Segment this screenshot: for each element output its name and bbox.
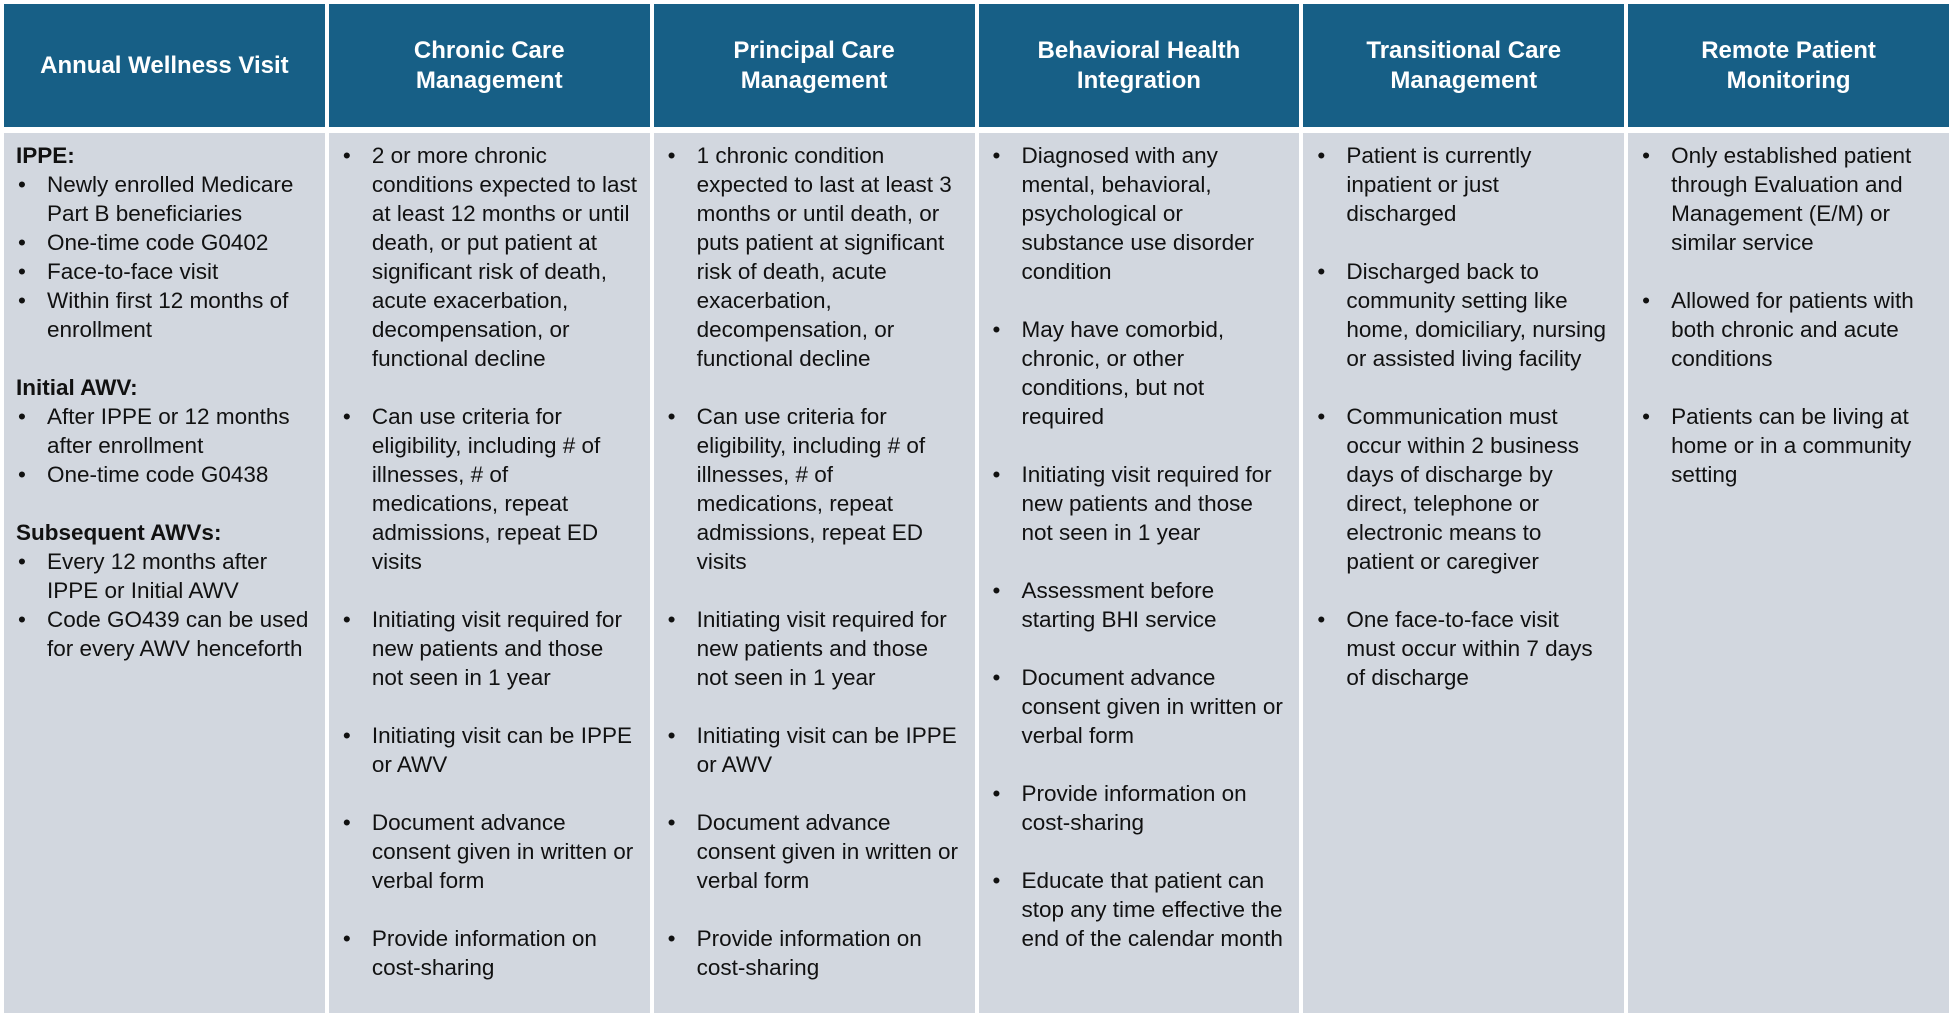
column-header-label: Behavioral Health Integration bbox=[1037, 36, 1241, 94]
list-item: • Diagnosed with any mental, behavioral, psychological or substance use disorder condition bbox=[991, 141, 1288, 286]
bullet-list bbox=[16, 402, 313, 489]
list-item: • Provide information on cost-sharing bbox=[341, 924, 638, 982]
list-item: • Initiating visit required for new patients and those not seen in 1 year bbox=[991, 460, 1288, 547]
list-item: • Patients can be living at home or in a community setting bbox=[1640, 402, 1937, 489]
column-header-label: Transitional Care Management bbox=[1366, 36, 1562, 94]
column-header-chronic-care-management bbox=[329, 4, 650, 127]
list-item: • Can use criteria for eligibility, including # of illnesses, # of medications, repeat admissions, repeat ED visits bbox=[341, 402, 638, 576]
column-header-transitional-care-management bbox=[1303, 4, 1624, 127]
bullet-list bbox=[1315, 141, 1612, 692]
section-subsequent-awvs bbox=[16, 518, 313, 663]
column-body-transitional-care-management bbox=[1303, 133, 1624, 1013]
section-initial-awv bbox=[16, 373, 313, 489]
list-item: • Newly enrolled Medicare Part B beneficiaries bbox=[16, 170, 313, 228]
section-title: Subsequent AWVs: bbox=[16, 520, 222, 545]
list-item: • Initiating visit can be IPPE or AWV bbox=[666, 721, 963, 779]
list-item: • Document advance consent given in written or verbal form bbox=[666, 808, 963, 895]
column-header-annual-wellness-visit bbox=[4, 4, 325, 127]
list-item: • Initiating visit required for new patients and those not seen in 1 year bbox=[666, 605, 963, 692]
list-item: • Only established patient through Evaluation and Management (E/M) or similar service bbox=[1640, 141, 1937, 257]
list-item: • One face-to-face visit must occur within 7 days of discharge bbox=[1315, 605, 1612, 692]
list-item: • Educate that patient can stop any time effective the end of the calendar month bbox=[991, 866, 1288, 953]
column-body-behavioral-health-integration bbox=[979, 133, 1300, 1013]
column-header-remote-patient-monitoring bbox=[1628, 4, 1949, 127]
list-item: • Document advance consent given in written or verbal form bbox=[991, 663, 1288, 750]
column-body-principal-care-management bbox=[654, 133, 975, 1013]
list-item: • 1 chronic condition expected to last at least 3 months or until death, or puts patient at significant risk of death, acute exacerbation, decompensation, or functional decline bbox=[666, 141, 963, 373]
bullet-list bbox=[991, 141, 1288, 953]
list-item: • Provide information on cost-sharing bbox=[666, 924, 963, 982]
column-body-remote-patient-monitoring bbox=[1628, 133, 1949, 1013]
column-header-label: Remote Patient Monitoring bbox=[1701, 36, 1876, 94]
list-item: • After IPPE or 12 months after enrollment bbox=[16, 402, 313, 460]
list-item: • Code GO439 can be used for every AWV henceforth bbox=[16, 605, 313, 663]
bullet-list bbox=[1640, 141, 1937, 489]
column-header-label: Principal Care Management bbox=[733, 36, 895, 94]
list-item: • Allowed for patients with both chronic and acute conditions bbox=[1640, 286, 1937, 373]
list-item: • Within first 12 months of enrollment bbox=[16, 286, 313, 344]
list-item: • Patient is currently inpatient or just discharged bbox=[1315, 141, 1612, 228]
list-item: • Every 12 months after IPPE or Initial AWV bbox=[16, 547, 313, 605]
list-item: • Document advance consent given in written or verbal form bbox=[341, 808, 638, 895]
section-title: Initial AWV: bbox=[16, 375, 138, 400]
section-ippe bbox=[16, 141, 313, 344]
column-body-chronic-care-management bbox=[329, 133, 650, 1013]
column-header-principal-care-management bbox=[654, 4, 975, 127]
list-item: • Assessment before starting BHI service bbox=[991, 576, 1288, 634]
list-item: • Can use criteria for eligibility, including # of illnesses, # of medications, repeat admissions, repeat ED visits bbox=[666, 402, 963, 576]
column-header-behavioral-health-integration bbox=[979, 4, 1300, 127]
bullet-list bbox=[341, 141, 638, 982]
column-header-label: Annual Wellness Visit bbox=[40, 51, 289, 79]
bullet-list bbox=[666, 141, 963, 982]
list-item: • One-time code G0402 bbox=[16, 228, 313, 257]
list-item: • Provide information on cost-sharing bbox=[991, 779, 1288, 837]
list-item: • Face-to-face visit bbox=[16, 257, 313, 286]
section-title: IPPE: bbox=[16, 143, 75, 168]
bullet-list bbox=[16, 170, 313, 344]
list-item: • 2 or more chronic conditions expected to last at least 12 months or until death, or put patient at significant risk of death, acute exacerbation, decompensation, or functional decline bbox=[341, 141, 638, 373]
list-item: • Initiating visit required for new patients and those not seen in 1 year bbox=[341, 605, 638, 692]
column-body-annual-wellness-visit bbox=[4, 133, 325, 1013]
bullet-list bbox=[16, 547, 313, 663]
list-item: • Communication must occur within 2 business days of discharge by direct, telephone or electronic means to patient or caregiver bbox=[1315, 402, 1612, 576]
column-header-label: Chronic Care Management bbox=[413, 36, 565, 94]
list-item: • Initiating visit can be IPPE or AWV bbox=[341, 721, 638, 779]
list-item: • Discharged back to community setting like home, domiciliary, nursing or assisted living facility bbox=[1315, 257, 1612, 373]
list-item: • May have comorbid, chronic, or other conditions, but not required bbox=[991, 315, 1288, 431]
list-item: • One-time code G0438 bbox=[16, 460, 313, 489]
